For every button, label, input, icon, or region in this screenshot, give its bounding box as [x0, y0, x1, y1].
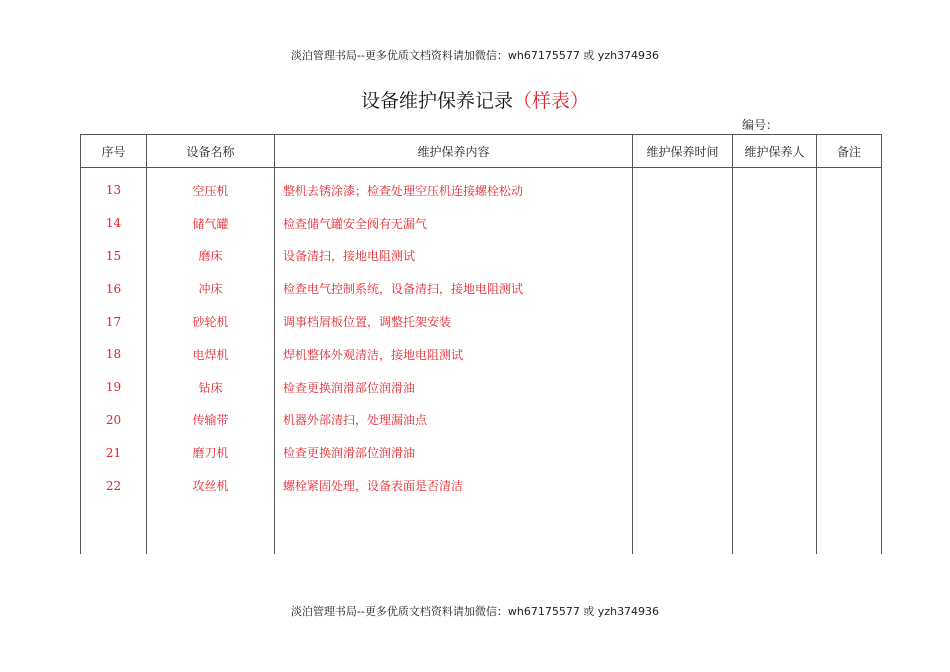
cell-serial-no: 14 [81, 207, 147, 240]
table-row [81, 436, 882, 469]
cell-maintenance-content: 检查更换润滑部位润滑油 [275, 436, 633, 469]
cell-remarks [817, 436, 882, 469]
header-maintenance-content: 维护保养内容 [275, 135, 633, 168]
table-row [81, 305, 882, 338]
cell-maintenance-content: 检查更换润滑部位润滑油 [275, 371, 633, 404]
cell-empty [733, 502, 817, 554]
table-row [81, 371, 882, 404]
footer-note: 淡泊管理书局--更多优质文档资料请加微信：wh67175577 或 yzh374936 [290, 605, 660, 618]
table-row [81, 272, 882, 305]
cell-maintenance-time [633, 371, 733, 404]
table-row [81, 404, 882, 437]
cell-maintainer [733, 404, 817, 437]
cell-maintenance-content: 螺栓紧固处理，设备表面是否清洁 [275, 469, 633, 502]
cell-serial-no: 18 [81, 338, 147, 371]
cell-remarks [817, 207, 882, 240]
serial-number-label: 编号： [742, 118, 779, 132]
cell-empty [275, 502, 633, 554]
cell-equipment-name: 磨床 [147, 240, 275, 273]
header-remarks: 备注 [817, 135, 882, 168]
cell-remarks [817, 305, 882, 338]
header-maintainer: 维护保养人 [733, 135, 817, 168]
cell-maintainer [733, 168, 817, 207]
cell-equipment-name: 传输带 [147, 404, 275, 437]
cell-maintenance-content: 检查电气控制系统，设备清扫，接地电阻测试 [275, 272, 633, 305]
cell-equipment-name: 空压机 [147, 168, 275, 207]
cell-maintenance-time [633, 338, 733, 371]
cell-maintenance-time [633, 240, 733, 273]
table-row [81, 469, 882, 502]
cell-serial-no: 17 [81, 305, 147, 338]
cell-equipment-name: 钻床 [147, 371, 275, 404]
cell-maintenance-time [633, 272, 733, 305]
cell-remarks [817, 272, 882, 305]
cell-maintainer [733, 469, 817, 502]
cell-equipment-name: 储气罐 [147, 207, 275, 240]
cell-equipment-name: 电焊机 [147, 338, 275, 371]
table-row [81, 338, 882, 371]
header-equipment-name: 设备名称 [147, 135, 275, 168]
cell-maintenance-time [633, 168, 733, 207]
table-row [81, 207, 882, 240]
cell-remarks [817, 469, 882, 502]
cell-remarks [817, 371, 882, 404]
table-header-row [81, 135, 882, 168]
cell-serial-no: 13 [81, 168, 147, 207]
maintenance-record-table [80, 134, 882, 554]
cell-serial-no: 15 [81, 240, 147, 273]
table-row [81, 168, 882, 207]
cell-maintenance-time [633, 305, 733, 338]
cell-maintenance-content: 焊机整体外观清洁，接地电阻测试 [275, 338, 633, 371]
header-serial-no: 序号 [81, 135, 147, 168]
cell-serial-no: 16 [81, 272, 147, 305]
cell-empty [147, 502, 275, 554]
header-maintenance-time: 维护保养时间 [633, 135, 733, 168]
cell-maintenance-time [633, 469, 733, 502]
cell-serial-no: 22 [81, 469, 147, 502]
cell-maintenance-content: 调事档屑板位置，调整托架安装 [275, 305, 633, 338]
cell-serial-no: 19 [81, 371, 147, 404]
cell-maintenance-content: 机器外部清扫，处理漏油点 [275, 404, 633, 437]
cell-maintenance-content: 设备清扫，接地电阻测试 [275, 240, 633, 273]
cell-equipment-name: 攻丝机 [147, 469, 275, 502]
title-main: 设备维护保养记录 [360, 90, 513, 112]
cell-remarks [817, 240, 882, 273]
cell-remarks [817, 168, 882, 207]
cell-remarks [817, 404, 882, 437]
cell-maintainer [733, 338, 817, 371]
cell-equipment-name: 磨刀机 [147, 436, 275, 469]
cell-maintainer [733, 371, 817, 404]
cell-maintainer [733, 305, 817, 338]
cell-equipment-name: 砂轮机 [147, 305, 275, 338]
cell-empty [817, 502, 882, 554]
table-row [81, 240, 882, 273]
cell-maintenance-content: 检查储气罐安全阀有无漏气 [275, 207, 633, 240]
cell-serial-no: 21 [81, 436, 147, 469]
cell-maintainer [733, 240, 817, 273]
cell-maintenance-time [633, 436, 733, 469]
cell-maintainer [733, 272, 817, 305]
cell-serial-no: 20 [81, 404, 147, 437]
table-row-empty [81, 502, 882, 554]
cell-maintenance-time [633, 207, 733, 240]
title-sample-tag: （样表） [513, 90, 590, 112]
cell-maintenance-content: 整机去锈涂漆；检查处理空压机连接螺栓松动 [275, 168, 633, 207]
cell-maintainer [733, 436, 817, 469]
cell-maintenance-time [633, 404, 733, 437]
cell-equipment-name: 冲床 [147, 272, 275, 305]
cell-maintainer [733, 207, 817, 240]
document-title [0, 86, 950, 113]
header-note: 淡泊管理书局--更多优质文档资料请加微信：wh67175577 或 yzh374936 [290, 49, 660, 62]
cell-remarks [817, 338, 882, 371]
cell-empty [633, 502, 733, 554]
cell-empty [81, 502, 147, 554]
